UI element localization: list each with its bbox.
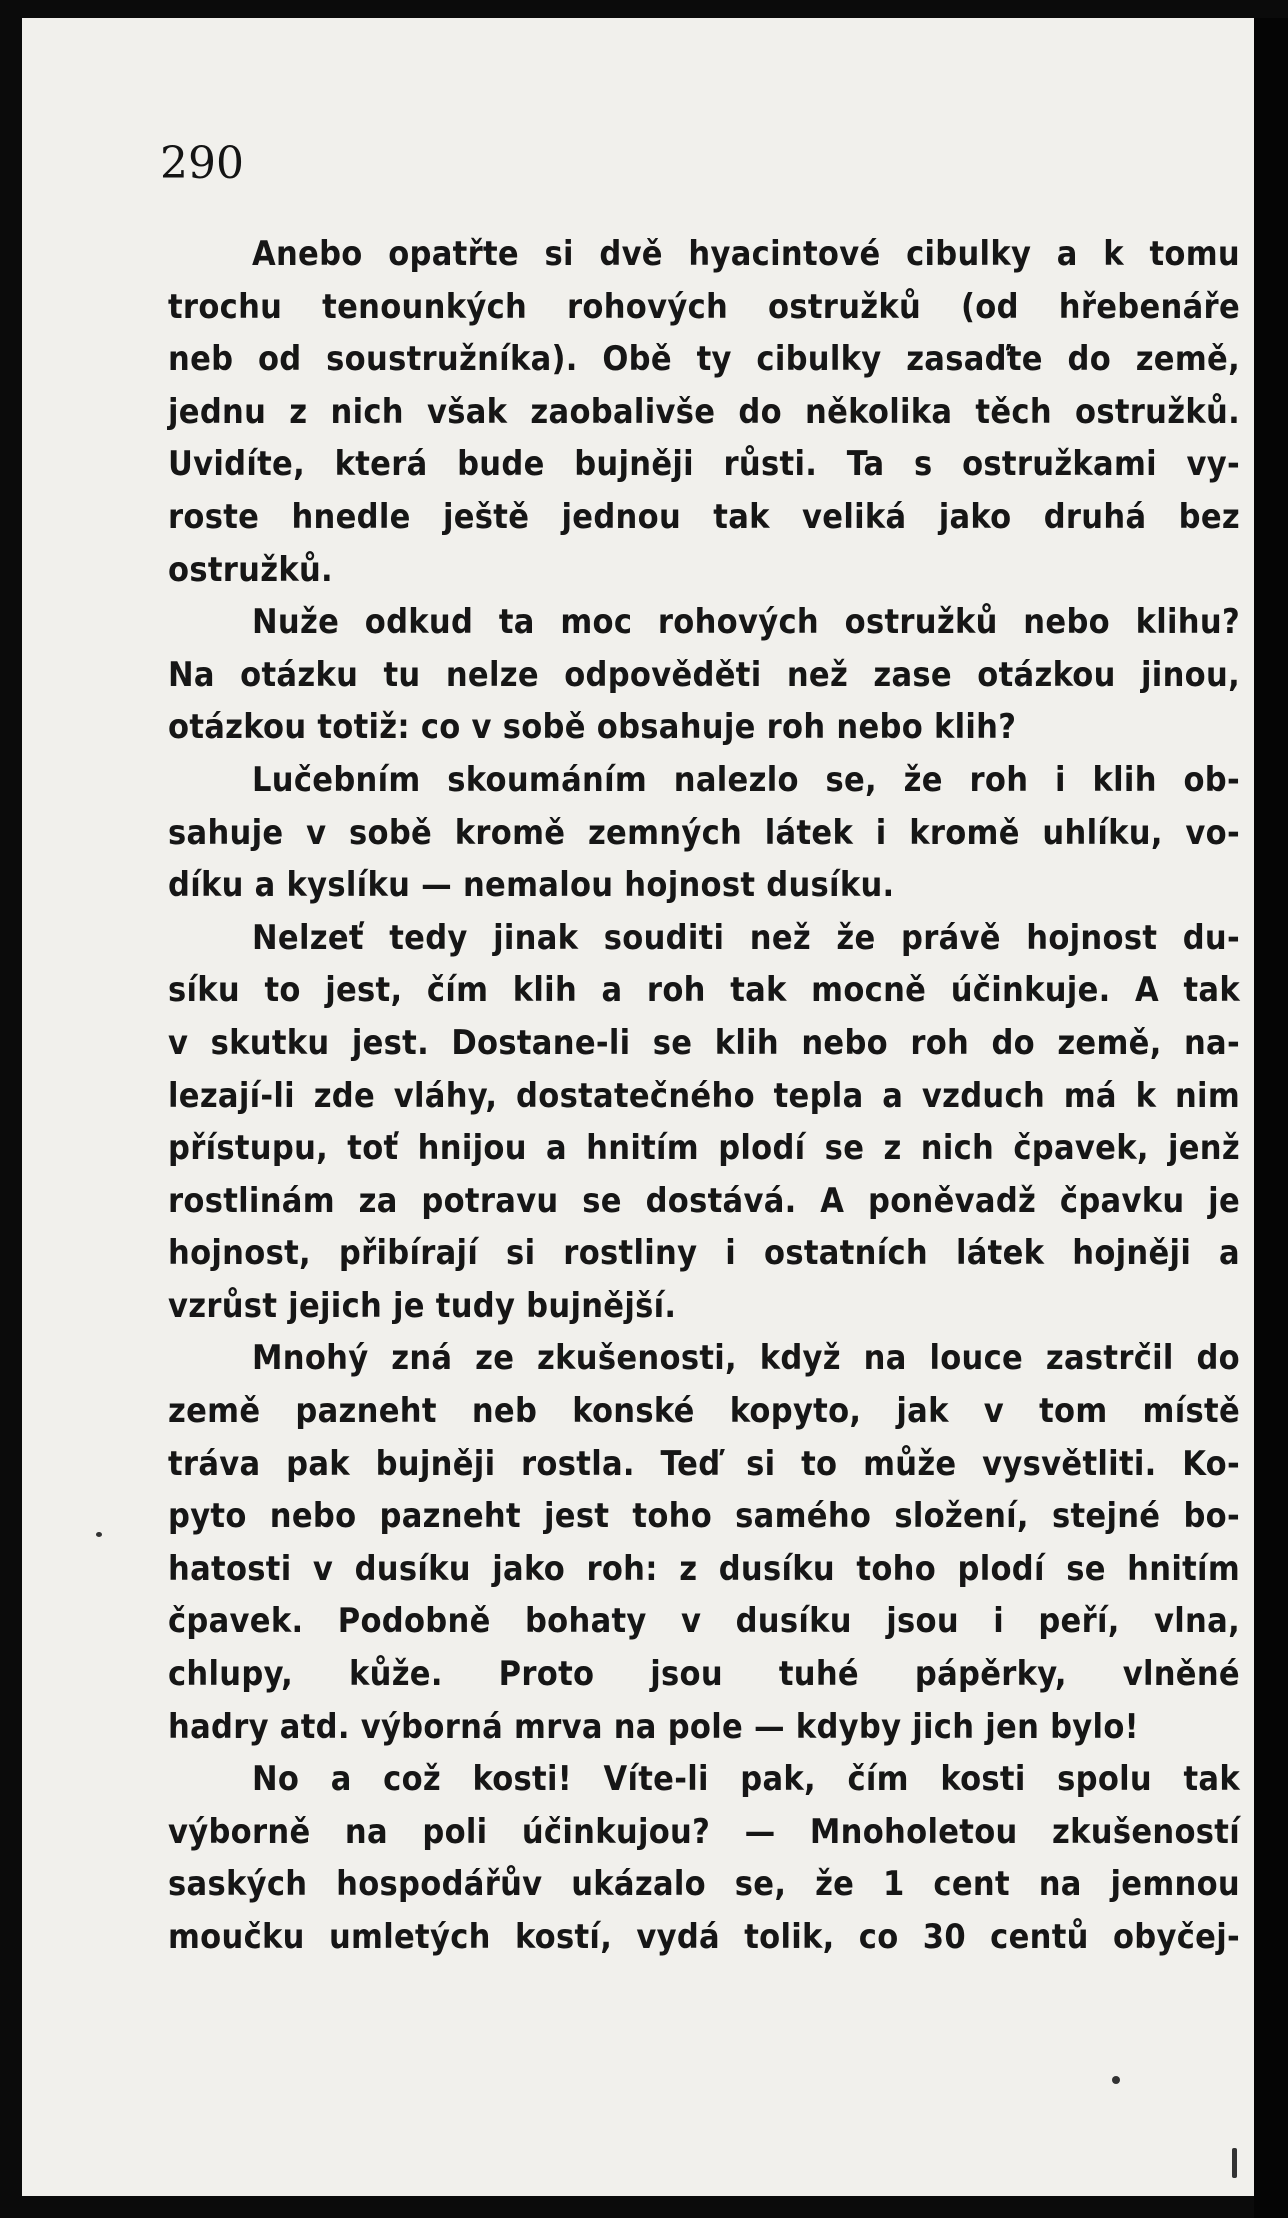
text-line: pyto nebo pazneht jest toho samého složení, stejné bo- — [168, 1496, 1240, 1537]
text-line: lezají-li zde vláhy, dostatečného tepla a vzduch má k nim — [168, 1075, 1240, 1116]
text-line: Nelzeť tedy jinak souditi než že právě hojnost du- — [252, 917, 1240, 958]
text-line: otázkou totiž: co v sobě obsahuje roh nebo klih? — [168, 707, 1017, 748]
text-line: roste hnedle ještě jednou tak veliká jako druhá bez — [168, 496, 1240, 537]
text-line: vzrůst jejich je tudy bujnější. — [168, 1285, 677, 1326]
scan-edge — [1254, 18, 1288, 2218]
text-line: jednu z nich však zaobalivše do několika těch ostružků. — [168, 391, 1240, 432]
text-line: moučku umletých kostí, vydá tolik, co 30 centů obyčej- — [168, 1917, 1240, 1957]
text-line: No a což kosti! Víte-li pak, čím kosti spolu tak — [252, 1759, 1240, 1800]
text-line: díku a kyslíku — nemalou hojnost dusíku. — [168, 865, 895, 906]
text-line: saských hospodářův ukázalo se, že 1 cent na jemnou — [168, 1864, 1240, 1905]
text-line: chlupy, kůže. Proto jsou tuhé pápěrky, vlněné — [168, 1654, 1240, 1695]
scan-speck — [96, 1532, 102, 1537]
text-line: Na otázku tu nelze odpověděti než zase otázkou jinou, — [168, 654, 1240, 695]
text-line: přístupu, toť hnijou a hnitím plodí se z nich čpavek, jenž — [168, 1128, 1240, 1169]
text-line: hatosti v dusíku jako roh: z dusíku toho plodí se hnitím — [168, 1548, 1240, 1589]
text-line: síku to jest, čím klih a roh tak mocně účinkuje. A tak — [168, 970, 1240, 1011]
text-line: čpavek. Podobně bohaty v dusíku jsou i peří, vlna, — [168, 1601, 1240, 1642]
text-line: neb od soustružníka). Obě ty cibulky zasaďte do země, — [168, 339, 1240, 380]
page-number: 290 — [160, 138, 244, 189]
text-line: výborně na poli účinkujou? — Mnoholetou zkušeností — [168, 1811, 1240, 1852]
text-line: Lučebním skoumáním nalezlo se, že roh i klih ob- — [252, 759, 1240, 800]
text-line: hojnost, přibírají si rostliny i ostatních látek hojněji a — [168, 1233, 1240, 1274]
text-line: Mnohý zná ze zkušenosti, když na louce zastrčil do — [252, 1338, 1240, 1379]
text-line: Anebo opatřte si dvě hyacintové cibulky a k tomu — [252, 234, 1240, 274]
text-line: rostlinám za potravu se dostává. A poněvadž čpavku je — [168, 1180, 1240, 1221]
text-line: Uvidíte, která bude bujněji růsti. Ta s ostružkami vy- — [168, 444, 1240, 485]
text-line: hadry atd. výborná mrva na pole — kdyby jich jen bylo! — [168, 1706, 1139, 1747]
body-text — [168, 228, 1240, 1964]
text-line: sahuje v sobě kromě zemných látek i kromě uhlíku, vo- — [168, 812, 1240, 853]
text-line: v skutku jest. Dostane-li se klih nebo roh do země, na- — [168, 1022, 1240, 1063]
text-line: tráva pak bujněji rostla. Teď si to může vysvětliti. Ko- — [168, 1443, 1240, 1484]
text-line: ostružků. — [168, 549, 333, 590]
text-line: země pazneht neb konské kopyto, jak v tom místě — [168, 1391, 1240, 1432]
scan-speck — [1112, 2076, 1120, 2084]
text-line: trochu tenounkých rohových ostružků (od hřebenáře — [168, 286, 1240, 327]
scan-speck — [1232, 2148, 1237, 2178]
text-line: Nuže odkud ta moc rohových ostružků nebo klihu? — [252, 602, 1240, 643]
